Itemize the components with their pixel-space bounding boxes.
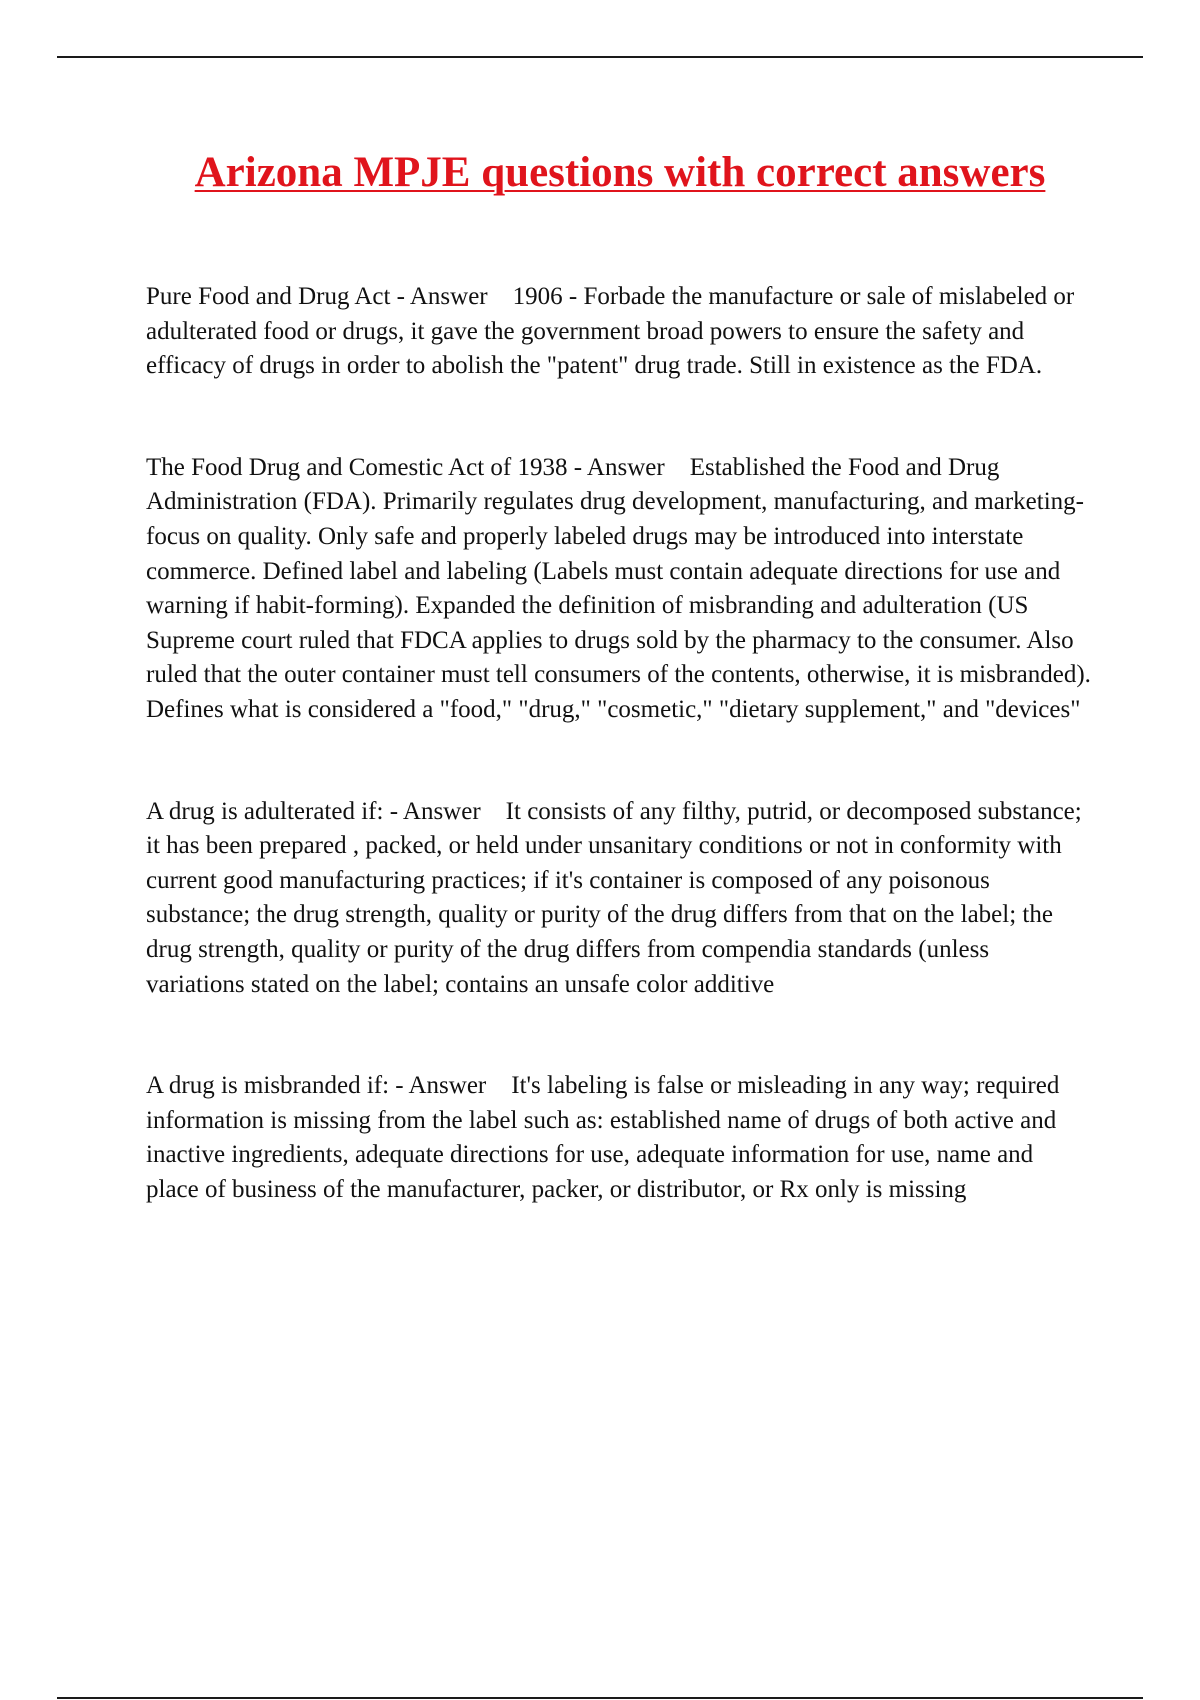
qa-question: A drug is misbranded if: [146, 1072, 390, 1100]
qa-answer: It consists of any filthy, putrid, or decomposed substance; it has been prepared , packed, or held under unsanitary conditions or not in conformity with current good manufacturing practices; if it's container is composed of any poisonous substance; the drug strength, quality or purity of the drug differs from that on the label; the drug strength, quality or purity of the drug differs from compendia standards (unless variations stated on the label; contains an unsafe color additive [146, 797, 1082, 998]
qa-entry [146, 280, 1091, 384]
answer-separator: - Answer [389, 1072, 512, 1100]
qa-entry [146, 451, 1091, 728]
qa-entry [146, 1069, 1091, 1207]
qa-list [146, 280, 1091, 1274]
answer-separator: - Answer [390, 283, 513, 310]
bottom-rule [57, 1697, 1143, 1699]
qa-answer: 1906 - Forbade the manufacture or sale of mislabeled or adulterated food or drugs, it gave the government broad powers to ensure the safety and efficacy of drugs in order to abolish the "patent" drug trade. Still in existence as the FDA. [146, 283, 1075, 380]
qa-entry [146, 795, 1091, 1003]
qa-answer: Established the Food and Drug Administration (FDA). Primarily regulates drug development, manufacturing, and marketing- focus on quality. Only safe and properly labeled drugs may be introduced into interstate commerce. Defined label and labeling (Labels must contain adequate directions for use and warning if habit-forming). Expanded the definition of misbranding and adulteration (US Supreme court ruled that FDCA applies to drugs sold by the pharmacy to the consumer. Also ruled that the outer container must tell consumers of the contents, otherwise, it is misbranded). Defines what is considered a "food," "drug," "cosmetic," "dietary supplement," and "devices" [146, 453, 1091, 723]
qa-question: A drug is adulterated if: [146, 797, 384, 825]
top-rule [57, 56, 1143, 58]
answer-separator: - Answer [567, 453, 690, 481]
qa-answer: It's labeling is false or misleading in any way; required information is missing from the label such as: established name of drugs of both active and inactive ingredients, adequate directions for use, adequate information for use, name and place of business of the manufacturer, packer, or distributor, or Rx only is missing [146, 1072, 1060, 1203]
qa-question: Pure Food and Drug Act [146, 283, 391, 310]
page-title: Arizona MPJE questions with correct answers [194, 149, 1046, 196]
qa-question: The Food Drug and Comestic Act of 1938 [146, 453, 568, 481]
answer-separator: - Answer [383, 797, 506, 825]
